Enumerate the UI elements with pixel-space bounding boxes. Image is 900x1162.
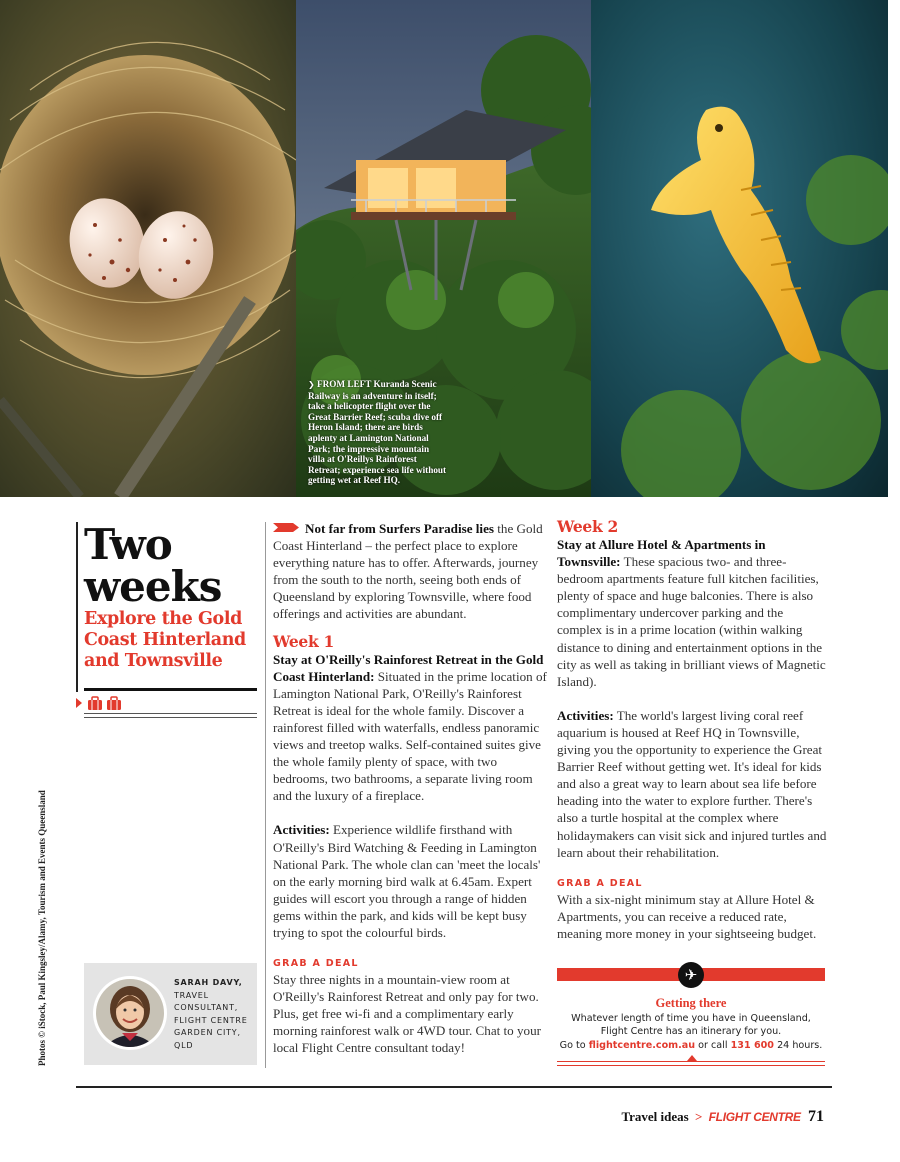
week-1-deal-heading: GRAB A DEAL [273, 958, 359, 970]
suitcase-icon [106, 696, 122, 710]
getting-there-title: Getting there [655, 996, 727, 1010]
getting-there-line-1: Whatever length of time you have in Queensland, [571, 1013, 811, 1024]
getting-there-body [557, 1012, 825, 1052]
seahorse-photo [591, 0, 888, 497]
getting-there-rule [557, 1065, 825, 1066]
column-week-2 [557, 518, 827, 942]
week-1-activities-text: Experience wildlife firsthand with O'Reilly's Bird Watching & Feeding in Lamington National Park. The whole clan can 'meet the locals' on the early morning bird walk at 6.45am. Expert guides will escort you through a range of hidden gems within the park, and kids will be kept busy trying to spot the colourful birds. [273, 822, 541, 940]
week-2-heading: Week 2 [557, 517, 618, 536]
week-2-deal-heading: GRAB A DEAL [557, 877, 643, 889]
footer-section: Travel ideas [621, 1109, 689, 1124]
intro-paragraph [273, 520, 549, 623]
consultant-name: SARAH DAVY, [174, 978, 243, 987]
footer-arrow: > [694, 1109, 703, 1124]
getting-there-line-2: Flight Centre has an itinerary for you. [600, 1026, 782, 1038]
suitcase-rating [76, 695, 122, 711]
plane-icon: ✈ [678, 962, 704, 988]
week-2-activities-text: The world's largest living coral reef aquarium is housed at Reef HQ in Townsville, giving you the opportunity to experience the Great Barrier Reef without getting wet. It's ideal for kids and also a great way to learn about sea life before heading into the water to explore further. There's also a turtle hospital at the complex where holidaymakers can visit sick and injured turtles and learn about their rehabilitation. [557, 707, 827, 860]
title-double-rule [84, 717, 257, 718]
footer-brand: FLIGHT CENTRE [708, 1110, 801, 1124]
title-divider [84, 688, 257, 691]
week-1-heading: Week 1 [273, 631, 334, 651]
consultant-avatar [93, 976, 167, 1050]
week-2-stay-text: These spacious two- and three-bedroom apartments feature full kitchen facilities, plenty of space and huge balconies. There is also complimentary undercover parking and the complex is in a prime location (within walking distance to dining and entertainment options in the city as well as taking in brilliant views of Magnetic Island). [557, 554, 826, 689]
consultant-details [174, 977, 256, 1052]
article-title: Two weeks [84, 520, 222, 611]
week-2-deal-text: With a six-night minimum stay at Allure Hotel & Apartments, you can receive a reduced rate, meaning more money in your sightseeing budget. [557, 891, 817, 941]
intro-text: the Gold Coast Hinterland – the perfect place to explore everything nature has to offer. Afterwards, journey from the south to the north, seeing both ends of Queensland by exploring Townsville, where food offerings and activities are abundant. [273, 521, 543, 622]
intro-lead: Not far from Surfers Paradise lies [305, 521, 494, 536]
week-2-stay-label: Stay at Allure Hotel & Apartments in Townsville: [557, 537, 766, 570]
photo-caption [308, 379, 448, 486]
column-week-1 [273, 520, 549, 1057]
week-1-stay [273, 651, 549, 805]
page-footer [621, 1108, 824, 1126]
consultant-card [84, 963, 257, 1065]
consultant-role: TRAVEL CONSULTANT, FLIGHT CENTRE GARDEN CITY, QLD [174, 990, 248, 1050]
caption-text: Kuranda Scenic Railway is an adventure in itself; take a helicopter flight over the Great Barrier Reef; scuba dive off Heron Island; there are birds aplenty at Lamington National Park; the impressive mountain villa at O'Reillys Rainforest Retreat; experience sea life without getting wet at Reef HQ. [308, 379, 447, 486]
week-1-deal-text: Stay three nights in a mountain-view room at O'Reilly's Rainforest Retreat and only pay for two. Plus, get free wi-fi and a complimentary early morning rainforest walk or 4WD tour. Chat to your local Flight Centre consultant today! [273, 972, 542, 1056]
caption-arrow-icon: ❯ [308, 380, 315, 389]
suitcase-icon [87, 696, 103, 710]
column-divider [265, 522, 266, 1068]
getting-there-line-3 [557, 1039, 825, 1052]
page-number: 71 [808, 1108, 824, 1125]
footer-rule [76, 1086, 832, 1088]
photo-credit: Photos © iStock, Paul Kingsley/Alamy, Tourism and Events Queensland [37, 790, 47, 1066]
red-marker-icon [76, 698, 82, 708]
goto-label: Go to [559, 1039, 586, 1051]
caption-lead: FROM LEFT [317, 379, 372, 389]
title-double-rule [84, 713, 257, 714]
phone-number[interactable]: 131 600 [730, 1039, 774, 1051]
website-link[interactable]: flightcentre.com.au [588, 1039, 696, 1051]
week-2-stay [557, 536, 827, 690]
article-subtitle: Explore the Gold Coast Hinterland and Townsville [84, 609, 246, 671]
red-arrow-icon [273, 523, 299, 532]
week-2-activities-label: Activities: [557, 707, 614, 723]
week-1-activities-label: Activities: [273, 822, 330, 838]
or-call-label: or call [698, 1039, 728, 1051]
getting-there-rule [557, 1061, 825, 1062]
title-side-rule [76, 522, 78, 692]
bird-nest-photo [0, 0, 296, 497]
week-1-stay-text: Situated in the prime location of Lamington National Park, O'Reilly's Rainforest Retreat is ideal for the whole family. Discover a rainforest filled with waterfalls, endless panoramic views and treetop walks. Self-contained suites give the whole family plenty of space, with two bedrooms, two bathrooms, a separate living room and the luxury of a fireplace. [273, 668, 547, 804]
week-1-activities [273, 821, 549, 941]
week-1-stay-label: Stay at O'Reilly's Rainforest Retreat in the Gold Coast Hinterland: [273, 651, 544, 684]
hours-label: 24 hours. [777, 1039, 823, 1051]
week-2-activities [557, 707, 827, 861]
